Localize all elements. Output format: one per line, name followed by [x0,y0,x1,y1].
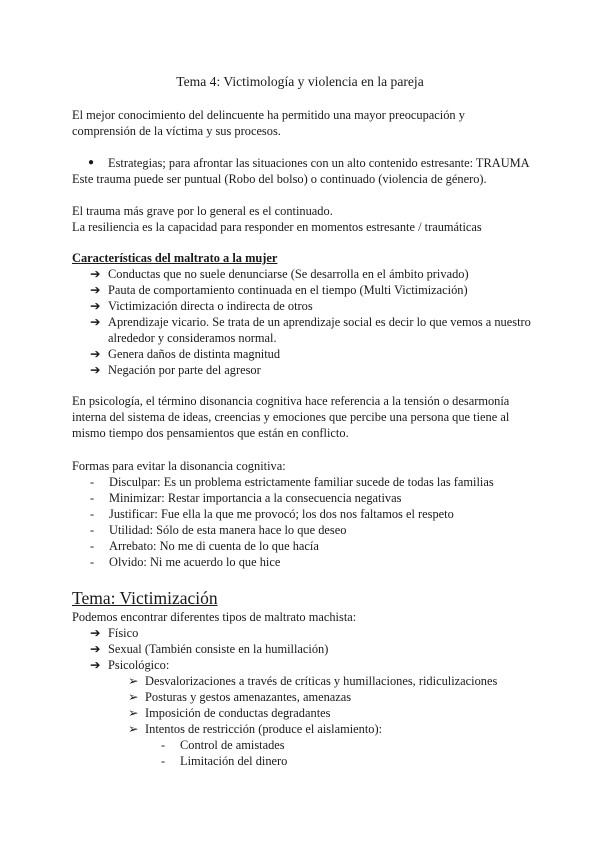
resiliencia-text: La resiliencia es la capacidad para responder en momentos estresante / traumáticas [72,220,482,234]
strategies-bullet [72,155,532,187]
formas-heading: Formas para evitar la disonancia cognitiva: [72,459,286,473]
list-item: Pauta de comportamiento continuada en el tiempo (Multi Victimización) [108,283,468,297]
arrow-icon: ➔ [90,658,101,672]
dash-icon: - [161,738,166,752]
strategies-text: Estrategias; para afrontar las situaciones con un alto contenido estresante: TRAUMA [108,156,530,170]
list-item: Limitación del dinero [180,754,288,768]
list-item: Control de amistades [180,738,285,752]
list-item: Posturas y gestos amenazantes, amenazas [145,690,352,704]
sub-arrow-icon: ➢ [128,674,139,688]
grave-text: El trauma más grave por lo general es el continuado. [72,204,333,218]
dash-icon: - [90,507,95,521]
dash-icon: - [90,491,95,505]
arrow-icon: ➔ [90,347,101,361]
list-item: Psicológico: [108,658,170,672]
dash-icon: - [90,523,95,537]
dash-icon: - [161,754,166,768]
formas-section [72,458,532,570]
sub-arrow-icon: ➢ [128,690,139,704]
sub-arrow-icon: ➢ [128,706,139,720]
arrow-icon: ➔ [90,267,101,281]
arrow-icon: ➔ [90,642,101,656]
arrow-icon: ➔ [90,283,101,297]
trauma-paragraph [72,203,532,235]
list-item: Victimización directa o indirecta de otros [108,299,313,313]
list-item: Genera daños de distinta magnitud [108,347,281,361]
trauma-text: Este trauma puede ser puntual (Robo del bolso) o continuado (violencia de género). [72,172,487,186]
victimizacion-heading: Tema: Victimización [72,588,218,608]
list-item: Conductas que no suele denunciarse (Se desarrolla en el ámbito privado) [108,267,469,281]
dash-icon: - [90,539,95,553]
list-item: Minimizar: Restar importancia a la consecuencia negativas [109,491,402,505]
disonancia-text: En psicología, el término disonancia cognitiva hace referencia a la tensión o desarmonía interna del sistema de ideas, creencias y emociones que percibe una persona que tiene al mismo tiempo dos pensamientos que están en conflicto. [72,394,510,440]
list-item: Olvido: Ni me acuerdo lo que hice [109,555,281,569]
list-item: Arrebato: No me di cuenta de lo que hacía [109,539,319,553]
victimizacion-section [72,587,532,769]
list-item: Intentos de restricción (produce el aislamiento): [145,722,383,736]
list-item: Aprendizaje vicario. Se trata de un aprendizaje social es decir lo que vemos a nuestro alrededor y consideramos normal. [108,315,531,345]
list-item: Desvalorizaciones a través de críticas y humillaciones, ridiculizaciones [145,674,498,688]
arrow-icon: ➔ [90,363,101,377]
maltrato-section [72,250,532,378]
list-item: Disculpar: Es un problema estrictamente familiar sucede de todas las familias [109,475,494,489]
arrow-icon: ➔ [90,626,101,640]
tipos-text: Podemos encontrar diferentes tipos de maltrato machista: [72,610,357,624]
list-item: Justificar: Fue ella la que me provocó; los dos nos faltamos el respeto [109,507,454,521]
bullet-dot-icon: ● [88,157,95,168]
list-item: Sexual (También consiste en la humillación) [108,642,329,656]
list-item: Utilidad: Sólo de esta manera hace lo que deseo [109,523,347,537]
page-title: Tema 4: Victimología y violencia en la pareja [176,74,424,89]
dash-icon: - [90,555,95,569]
sub-arrow-icon: ➢ [128,722,139,736]
dash-icon: - [90,475,95,489]
intro-paragraph [72,107,532,139]
disonancia-paragraph [72,393,532,441]
intro-text: El mejor conocimiento del delincuente ha permitido una mayor preocupación y comprensión de la víctima y sus procesos. [72,108,465,138]
arrow-icon: ➔ [90,299,101,313]
arrow-icon: ➔ [90,315,101,329]
list-item: Físico [108,626,139,640]
list-item: Imposición de conductas degradantes [145,706,331,720]
maltrato-heading: Características del maltrato a la mujer [72,251,278,265]
list-item: Negación por parte del agresor [108,363,261,377]
